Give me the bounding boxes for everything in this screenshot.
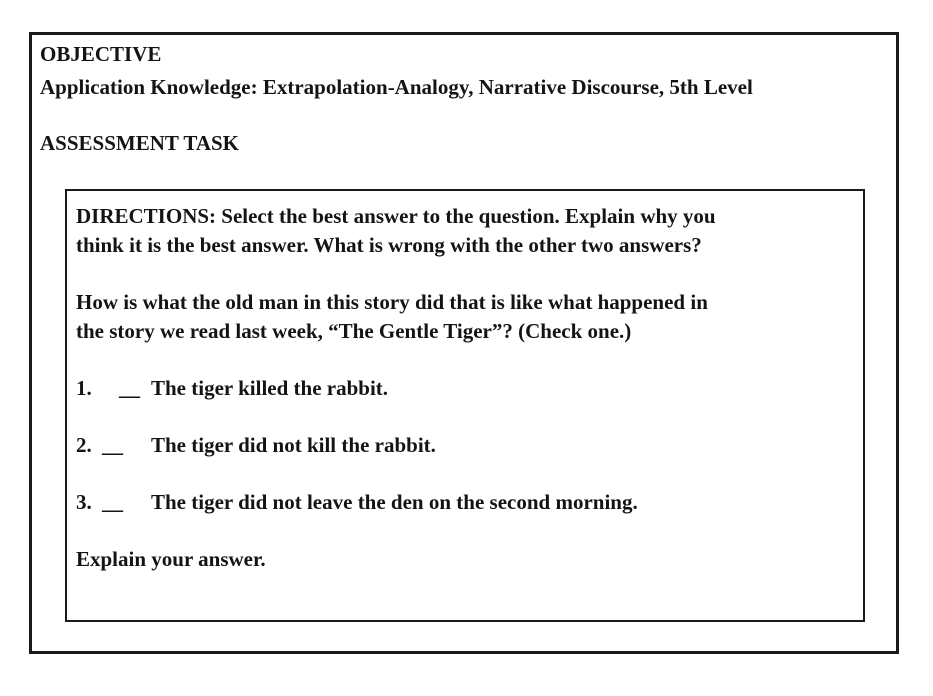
option-2-text: The tiger did not kill the rabbit. [151,433,436,457]
assessment-task-heading: ASSESSMENT TASK [40,131,240,155]
option-3 [76,489,638,515]
option-3-number: 3. [76,490,92,514]
option-3-checkbox-blank[interactable]: __ [102,490,123,514]
objective-text: Application Knowledge: Extrapolation-Analogy, Narrative Discourse, 5th Level [40,75,753,99]
option-2-checkbox-blank[interactable]: __ [102,433,123,457]
option-2-number: 2. [76,433,92,457]
objective-heading: OBJECTIVE [40,42,162,66]
question-line-2: the story we read last week, “The Gentle Tiger”? (Check one.) [76,319,632,343]
option-1-text: The tiger killed the rabbit. [151,376,389,400]
option-1-checkbox-blank[interactable]: __ [119,376,140,400]
option-2 [76,432,436,458]
option-1 [76,375,389,401]
explain-prompt: Explain your answer. [76,547,266,571]
question-line-1: How is what the old man in this story did that is like what happened in [76,290,708,314]
option-1-number: 1. [76,376,92,400]
directions-line-2: think it is the best answer. What is wrong with the other two answers? [76,233,702,257]
directions-line-1: DIRECTIONS: Select the best answer to the question. Explain why you [76,204,716,228]
option-3-text: The tiger did not leave the den on the second morning. [151,490,638,514]
